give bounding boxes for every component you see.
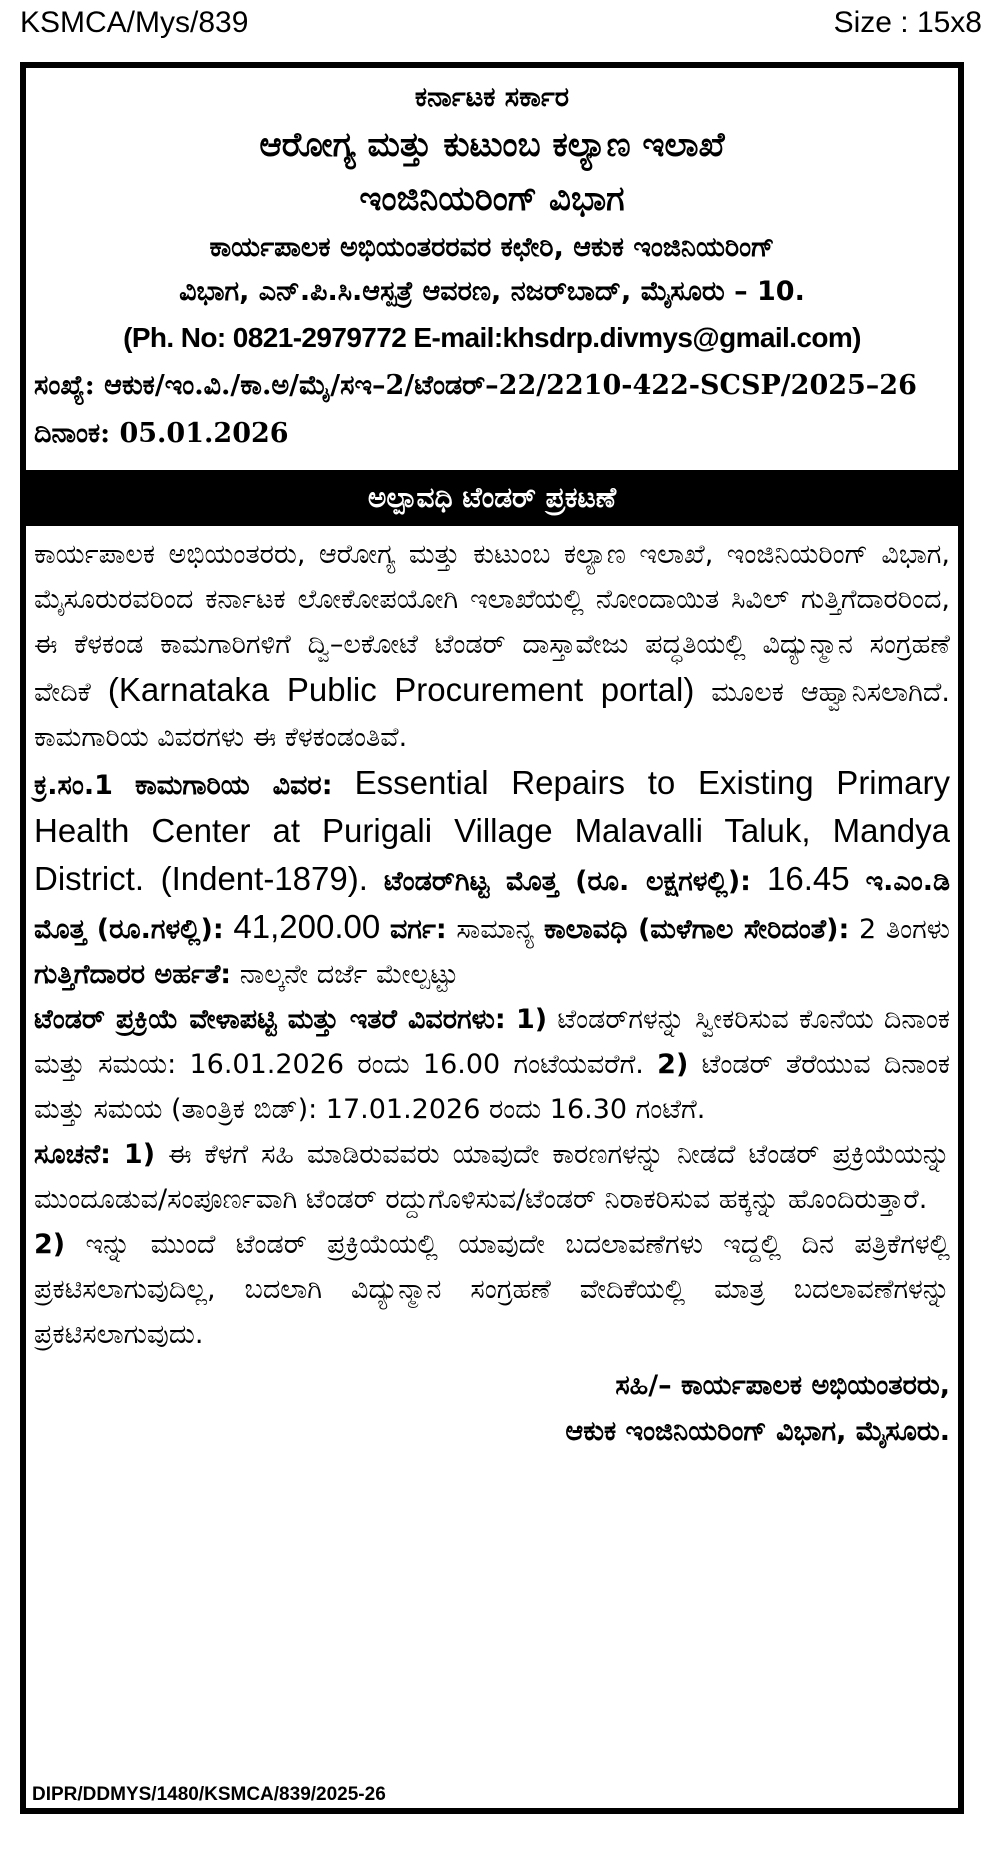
signature-line-1: ಸಹಿ/– ಕಾರ್ಯಪಾಲಕ ಅಭಿಯಂತರರು, xyxy=(615,1370,950,1401)
notes-paragraph-2 xyxy=(34,1222,950,1357)
top-line xyxy=(20,6,988,46)
office-line-2: ವಿಭಾಗ, ಎನ್.ಪಿ.ಸಿ.ಆಸ್ಪತ್ರೆ ಆವರಣ, ನಜರ್‌ಬಾದ್, ಮೈಸೂರು – 10. xyxy=(179,276,805,307)
period-value: 2 ತಿಂಗಳು xyxy=(858,914,950,945)
emd-amount: 41,200.00 xyxy=(233,908,381,945)
signature-line-2: ಆಕುಕ ಇಂಜಿನಿಯರಿಂಗ್ ವಿಭಾಗ, ಮೈಸೂರು. xyxy=(565,1416,950,1447)
division-title: ಇಂಜಿನಿಯರಿಂಗ್ ವಿಭಾಗ xyxy=(359,179,625,219)
government-title: ಕರ್ನಾಟಕ ಸರ್ಕಾರ xyxy=(414,82,570,113)
schedule-label: ಟೆಂಡರ್ ಪ್ರಕ್ರಿಯೆ ವೇಳಾಪಟ್ಟಿ ಮತ್ತು ಇತರೆ ವಿವರಗಳು: xyxy=(34,1004,506,1035)
eligibility-value: ನಾಲ್ಕನೇ ದರ್ಜೆ ಮೇಲ್ಪಟ್ಟು xyxy=(239,959,459,990)
note-number-2: 2) xyxy=(34,1229,66,1260)
period-label: ಕಾಲಾವಧಿ (ಮಳೆಗಾಲ ಸೇರಿದಂತೆ): xyxy=(543,914,850,945)
work-name-label: ಕಾಮಗಾರಿಯ ವಿವರ: xyxy=(135,770,333,801)
intro-paragraph xyxy=(34,532,950,760)
tender-notice xyxy=(20,62,964,1814)
notice-body xyxy=(26,526,958,1357)
publication-code: KSMCA/Mys/839 xyxy=(20,6,249,39)
reference-number: ಸಂಖ್ಯೆ: ಆಕುಕ/ಇಂ.ವಿ./ಕಾ.ಅ/ಮೈ/ಸಇ–2/ಟೆಂಡರ್–22/2210-422-SCSP/2025–26 ದಿನಾಂಕ: 05.01.2026 xyxy=(34,370,917,449)
intro-text-1: ಕಾರ್ಯಪಾಲಕ ಅಭಿಯಂತರರು, ಆರೋಗ್ಯ ಮತ್ತು ಕುಟುಂಬ ಕಲ್ಯಾಣ ಇಲಾಖೆ, ಇಂಜಿನಿಯರಿಂಗ್ ವಿಭಾಗ, ಮೈಸೂರುರವರಿಂದ ಕರ್ನಾಟಕ ಲೋಕೋಪಯೋಗಿ ಇಲಾಖೆಯಲ್ಲಿ ನೋಂದಾಯಿತ ಸಿವಿಲ್ ಗುತ್ತಿಗೆದಾರರಿಂದ, ಈ ಕೆಳಕಂಡ ಕಾಮಗಾರಿಗಳಿಗೆ ದ್ವಿ–ಲಕೋಟೆ ಟೆಂಡರ್ ದಾಸ್ತಾವೇಜು ಪದ್ಧತಿಯಲ್ಲಿ ವಿದ್ಯುನ್ಮಾನ ಸಂಗ್ರಹಣೆ ವೇದಿಕೆ xyxy=(34,539,950,708)
dipr-code: DIPR/DDMYS/1480/KSMCA/839/2025-26 xyxy=(32,1784,386,1805)
emd-label: ಇ.ಎಂ.ಡಿ ಮೊತ್ತ (ರೂ.ಗಳಲ್ಲಿ): xyxy=(34,866,950,945)
signature-block xyxy=(26,1357,958,1455)
intro-text-2: ಮೂಲಕ ಆಹ್ವಾನಿಸಲಾಗಿದೆ. ಕಾಮಗಾರಿಯ ವಿವರಗಳು ಈ ಕೆಳಕಂಡಂತಿವೆ. xyxy=(34,677,950,753)
office-line-1: ಕಾರ್ಯಪಾಲಕ ಅಭಿಯಂತರರವರ ಕಛೇರಿ, ಆಕುಕ ಇಂಜಿನಿಯರಿಂಗ್ xyxy=(209,232,775,263)
eligibility-label: ಗುತ್ತಿಗೆದಾರರ ಅರ್ಹತೆ: xyxy=(34,959,232,990)
tender-amount-label: ಟೆಂಡರ್‌ಗಿಟ್ಟ ಮೊತ್ತ (ರೂ. ಲಕ್ಷಗಳಲ್ಲಿ): xyxy=(383,866,751,897)
portal-name: (Karnataka Public Procurement portal) xyxy=(107,671,695,708)
schedule-number-2: 2) xyxy=(657,1049,689,1080)
note-item-2: ಇನ್ನು ಮುಂದೆ ಟೆಂಡರ್ ಪ್ರಕ್ರಿಯೆಯಲ್ಲಿ ಯಾವುದೇ ಬದಲಾವಣೆಗಳು ಇದ್ದಲ್ಲಿ ದಿನ ಪತ್ರಿಕೆಗಳಲ್ಲಿ ಪ್ರಕಟಿಸಲಾಗುವುದಿಲ್ಲ, ಬದಲಾಗಿ ವಿದ್ಯುನ್ಮಾನ ಸಂಗ್ರಹಣೆ ವೇದಿಕೆಯಲ್ಲಿ ಮಾತ್ರ ಬದಲಾವಣೆಗಳನ್ನು ಪ್ರಕಟಿಸಲಾಗುವುದು. xyxy=(34,1229,950,1350)
ad-size: Size : 15x8 xyxy=(833,6,982,39)
work-details xyxy=(34,760,950,997)
notice-banner: ಅಲ್ಪಾವಧಿ ಟೆಂಡರ್ ಪ್ರಕಟಣೆ xyxy=(26,470,958,526)
category-value: ಸಾಮಾನ್ಯ xyxy=(456,914,535,945)
notice-header xyxy=(26,68,958,458)
note-item-1: ಈ ಕೆಳಗೆ ಸಹಿ ಮಾಡಿರುವವರು ಯಾವುದೇ ಕಾರಣಗಳನ್ನು ನೀಡದೆ ಟೆಂಡರ್ ಪ್ರಕ್ರಿಯೆಯನ್ನು ಮುಂದೂಡುವ/ಸಂಪೂರ್ಣವಾಗಿ ಟೆಂಡರ್ ರದ್ದುಗೊಳಿಸುವ/ಟೆಂಡರ್ ನಿರಾಕರಿಸುವ ಹಕ್ಕನ್ನು ಹೊಂದಿರುತ್ತಾರೆ. xyxy=(34,1139,951,1215)
contact-line: (Ph. No: 0821-2979772 E-mail:khsdrp.divmys@gmail.com) xyxy=(123,322,861,353)
schedule-paragraph xyxy=(34,997,950,1132)
category-label: ವರ್ಗ: xyxy=(389,914,447,945)
serial-label: ಕ್ರ.ಸಂ.1 xyxy=(34,770,113,801)
notes-paragraph xyxy=(34,1132,950,1222)
department-title: ಆರೋಗ್ಯ ಮತ್ತು ಕುಟುಂಬ ಕಲ್ಯಾಣ ಇಲಾಖೆ xyxy=(259,125,725,165)
work-name: Essential Repairs to Existing Primary Health Center at Purigali Village Malavalli Taluk, Mandya District. (Indent-1879). xyxy=(34,764,950,897)
note-number-1: 1) xyxy=(123,1139,156,1170)
tender-amount: 16.45 xyxy=(767,860,850,897)
schedule-number-1: 1) xyxy=(515,1004,548,1035)
schedule-item-1: ಟೆಂಡರ್‌ಗಳನ್ನು ಸ್ವೀಕರಿಸುವ ಕೊನೆಯ ದಿನಾಂಕ ಮತ್ತು ಸಮಯ: 16.01.2026 ರಂದು 16.00 ಗಂಟೆಯವರೆಗೆ. xyxy=(34,1004,950,1080)
schedule-item-2: ಟೆಂಡರ್ ತೆರೆಯುವ ದಿನಾಂಕ ಮತ್ತು ಸಮಯ (ತಾಂತ್ರಿಕ ಬಿಡ್): 17.01.2026 ರಂದು 16.30 ಗಂಟೆಗೆ. xyxy=(34,1049,950,1125)
notes-label: ಸೂಚನೆ: xyxy=(34,1139,111,1170)
